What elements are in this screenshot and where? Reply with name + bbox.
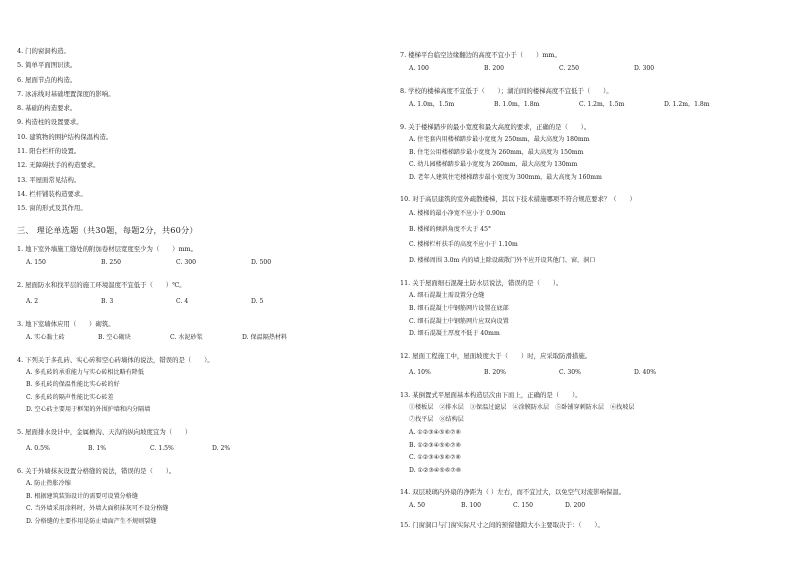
option-c[interactable]: C. 250 [559,65,579,72]
topic-item: 7. 冰冻线对基础埋置深度的影响。 [17,89,115,98]
question-4 [17,353,387,417]
option-a[interactable]: A. 实心黏土砖 [26,333,65,341]
option-a[interactable]: A. 1.0m，1.5m [409,101,455,108]
options-row [17,442,387,456]
question-10 [400,192,785,268]
question-3 [17,317,387,345]
option-b[interactable]: B. 250 [101,258,121,266]
options-row [17,256,387,270]
section-title: 三、 理论单选题（共30题，每题2分，共60分） [17,224,198,235]
question-text: 4. 下列关于多孔砖、实心砖和空心砖墙体的说法，错误的是（ ）。 [17,355,214,364]
option-d[interactable]: D. 老年人建筑住宅楼梯踏步最小宽度为 300mm，最大高度为 160mm [409,173,602,181]
option-d[interactable]: D. 5 [251,297,264,305]
option-d[interactable]: D. 分格缝的主要作用是防止墙面产生不规则裂缝 [26,517,157,525]
option-a[interactable]: A. 10% [409,368,431,376]
topic-item: 12. 无障碍扶手的构造要求。 [17,161,100,170]
topic-item: 6. 屋面节点的构造。 [17,75,77,84]
options-row [400,62,785,76]
option-a[interactable]: A. 100 [409,65,429,72]
topic-item: 11. 阳台栏杆的设置。 [17,147,81,156]
question-text: 15. 门窗洞口与门窗实际尺寸之间的预留缝隙大小主要取决于：（ ）。 [400,521,604,530]
right-column [400,46,785,532]
option-d[interactable]: D. 500 [251,258,272,266]
option-d[interactable]: D. 空心砖主要用于框架的外围护墙和内分隔墙 [26,406,151,414]
option-c[interactable]: C. 30% [559,368,581,376]
option-c[interactable]: C. 150 [513,502,533,510]
option-c[interactable]: C. 1.2m，1.5m [579,101,625,108]
question-text: 2. 屋面防水和找平层的施工环境温度不宜低于（ ）℃。 [17,280,186,289]
options-row [17,295,387,309]
topic-item: 14. 栏杆铺装构造要求。 [17,189,87,198]
option-d[interactable]: D. 细石混凝土厚度不低于 40mm [409,330,500,338]
question-1 [17,242,387,270]
left-column [17,44,387,528]
layer-list: ①楼板层 ②排水层 ③保温过滤层 ④涂膜防水层 ⑤卧铺穿刺防水层 ⑥找坡层 [409,403,635,411]
topic-item: 8. 基础的构造要求。 [17,104,77,113]
question-12 [400,349,785,380]
option-a[interactable]: A. 50 [409,502,426,510]
option-b[interactable]: B. 3 [101,297,114,305]
option-a[interactable]: A. 150 [26,258,46,266]
question-11 [400,276,785,340]
question-text: 8. 学校的楼梯高度不宜低于（ ）；湖泊间的楼梯高度不宜低于（ ）。 [400,87,613,95]
question-2 [17,278,387,309]
option-c[interactable]: C. 多孔砖的隔声性能比实心砖差 [26,393,114,401]
option-d[interactable]: D. 300 [634,65,655,72]
question-text: 11. 关于屋面细石混凝土防水层说法，错误的是（ ）。 [400,279,563,288]
options-row [400,366,785,380]
option-d[interactable]: D. 2% [212,444,231,452]
option-b[interactable]: B. 楼梯的倾斜角度不大于 45° [409,225,492,233]
question-9 [400,120,785,184]
option-b[interactable]: B. 1.0m，1.8m [494,101,540,108]
options-row [17,331,387,345]
question-8 [400,84,785,112]
option-d[interactable]: D. ①②③④⑤⑥⑦⑧ [409,466,462,474]
question-text: 14. 双层玻璃内外扇的净距为（ ）左右，而不宜过大，以免空气对流影响保温。 [400,488,626,497]
question-6 [17,464,387,528]
option-c[interactable]: C. 4 [176,297,189,305]
option-d[interactable]: D. 保温隔热材料 [242,333,288,341]
option-a[interactable]: A. 细石混凝土需设置分仓缝 [409,292,485,300]
option-a[interactable]: A. ①②③④⑤⑥⑦⑧ [409,428,461,436]
option-c[interactable]: C. 1.5% [150,444,174,452]
option-b[interactable]: B. 100 [461,502,481,510]
question-text: 6. 关于外墙抹灰设置分格缝的说法，错误的是（ ）。 [17,466,176,475]
question-text: 10. 对于高层建筑的室外疏散楼梯，其以下技术措施哪项不符合规范要求？（ ） [400,195,636,204]
option-c[interactable]: C. 水泥砂浆 [170,333,203,341]
option-d[interactable]: D. 楼梯周围 3.0m 内的墙上除设疏散门外不应开设其他门、窗、洞口 [409,256,596,264]
option-b[interactable]: B. ①②③④⑤⑥⑦⑧ [409,441,462,449]
question-text: 1. 地下室外墙施工缝处的附加卷材层宽度至少为（ ）mm。 [17,244,198,253]
question-14 [400,485,785,513]
option-a[interactable]: A. 防止热胀冷缩 [26,479,71,487]
option-b[interactable]: B. 空心砌块 [98,333,131,341]
question-text: 5. 屋面排水设计中，金属檐沟、天沟的纵向坡度宜为（ ） [17,427,192,436]
option-b[interactable]: B. 根据建筑装饰设计的需要可设置分格缝 [26,492,138,500]
option-b[interactable]: B. 200 [484,65,504,72]
question-13 [400,388,785,478]
option-b[interactable]: B. 多孔砖的保温性能比实心砖的好 [26,381,120,389]
option-d[interactable]: D. 1.2m，1.8m [664,101,710,108]
option-c[interactable]: C. 当外墙采用涂料时，外墙大面积抹灰可不设分格缝 [26,505,169,513]
option-c[interactable]: C. 幼儿园楼梯踏步最小宽度为 260mm，最大高度为 130mm [409,161,578,169]
option-c[interactable]: C. 楼梯栏杆扶手的高度不应小于 1.10m [409,241,518,249]
option-d[interactable]: D. 200 [565,502,586,510]
question-text: 12. 屋面工程施工中，屋面坡度大于（ ）时，应采取防滑措施。 [400,351,592,360]
options-row [400,499,785,513]
topic-item: 13. 平屋面常见结构。 [17,175,81,184]
option-b[interactable]: B. 1% [88,444,107,452]
question-text: 9. 关于楼梯踏步的最小宽度和最大高度的要求，正确的是（ ）。 [400,123,591,131]
option-a[interactable]: A. 多孔砖的承重能力与实心砖相比略有降低 [26,368,144,376]
question-text: 3. 地下室墙体应用（ ）砌筑。 [17,319,115,328]
option-d[interactable]: D. 40% [634,368,657,376]
option-c[interactable]: C. ①②③④⑤⑥⑦⑧ [409,454,462,462]
option-a[interactable]: A. 楼梯的最小净宽不应小于 0.90m [409,210,506,218]
options-row [400,98,785,112]
topic-item: 4. 门的窗洞构造。 [17,47,70,55]
option-a[interactable]: A. 0.5% [26,444,50,452]
option-a[interactable]: A. 住宅套内用楼梯踏步最小宽度为 250mm，最大高度为 180mm [409,136,590,143]
question-15 [400,518,785,532]
option-b[interactable]: B. 住宅公用楼梯踏步最小宽度为 260mm，最大高度为 150mm [409,148,584,156]
question-5 [17,425,387,456]
option-c[interactable]: C. 300 [176,258,196,266]
layer-list: ⑦找平层 ⑧结构层 [409,416,464,424]
question-text: 13. 某倒置式平屋面基本构造层次由下而上，正确的是（ ）。 [400,390,582,399]
option-b[interactable]: B. 20% [484,368,506,376]
topic-item: 5. 简单平面图识读。 [17,61,77,70]
option-b[interactable]: B. 细石混凝土中钢筋网片设置在底部 [409,304,509,312]
topic-item: 10. 建筑物的围护结构保温构造。 [17,132,113,141]
topic-list [17,44,387,216]
topic-item: 9. 构造柱的设置要求。 [17,118,83,127]
option-c[interactable]: C. 细石混凝土中钢筋网片应双向设置 [409,317,509,325]
question-text: 7. 楼梯平台临空边缘翻边的高度不宜小于（ ）mm。 [400,51,561,59]
option-a[interactable]: A. 2 [26,297,39,305]
topic-item: 15. 窗的形式及其作用。 [17,204,87,213]
question-7 [400,48,785,76]
